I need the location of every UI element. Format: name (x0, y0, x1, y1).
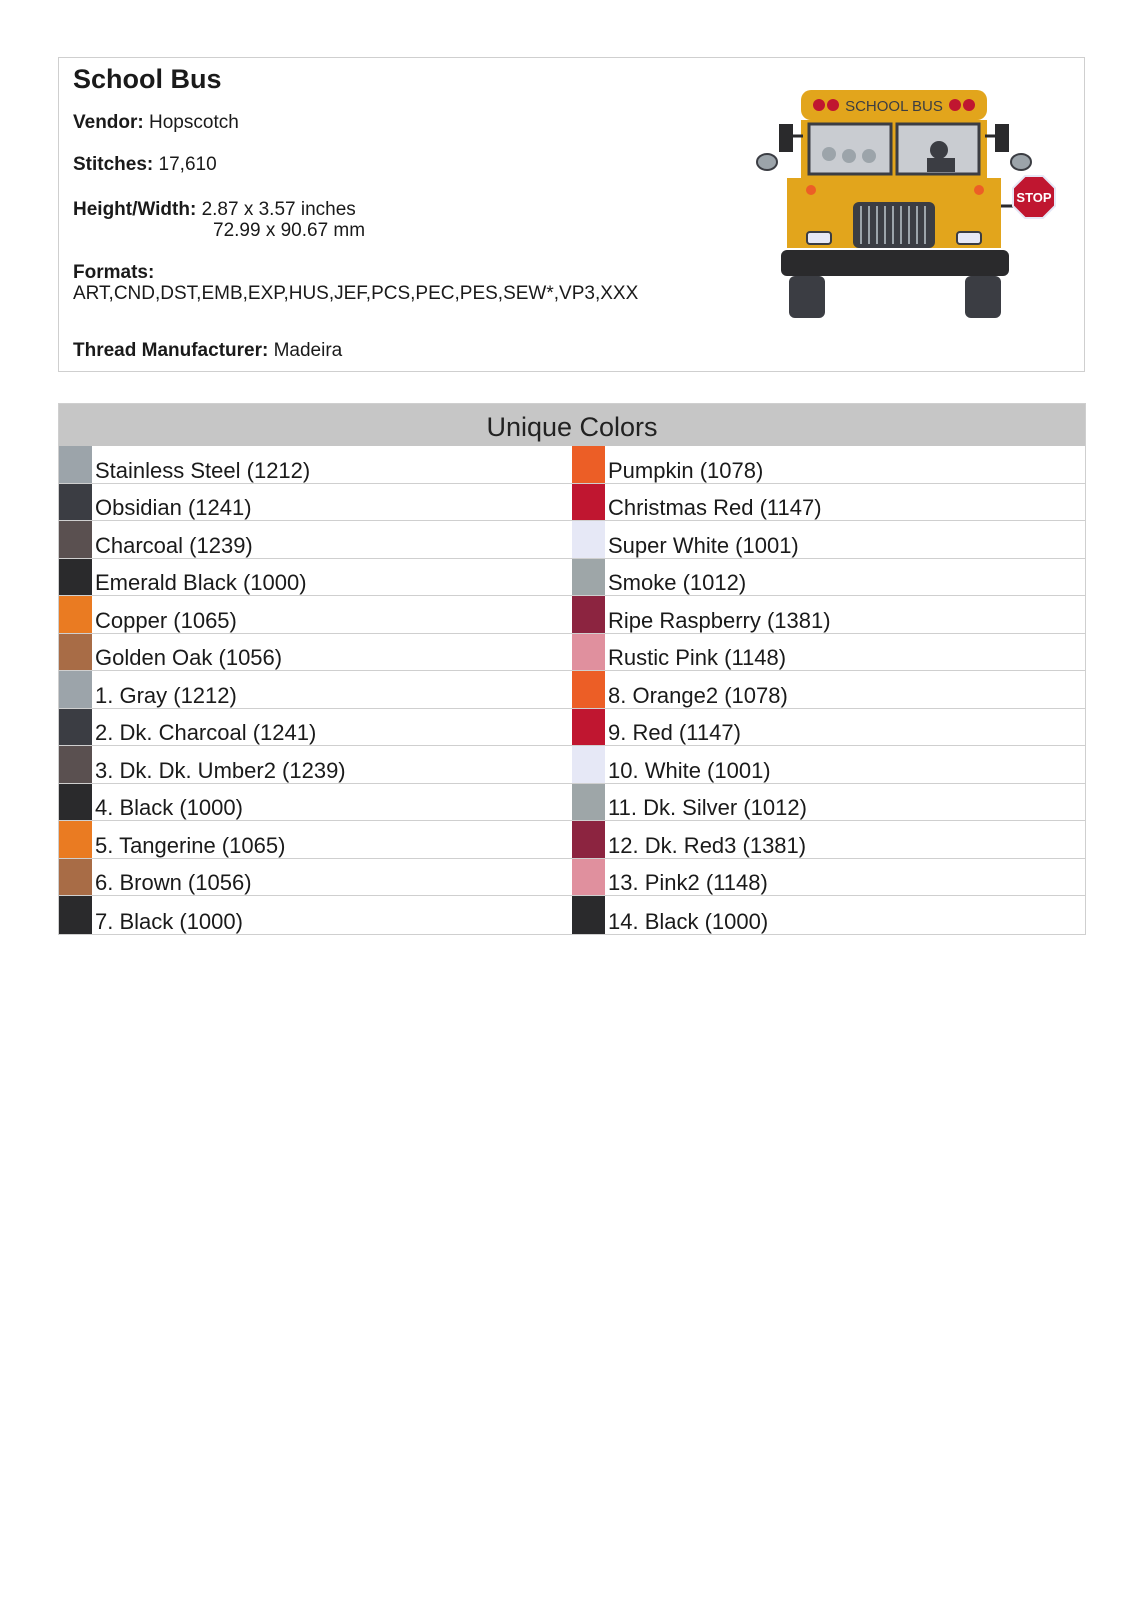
color-swatch (572, 784, 605, 821)
colors-column-right (572, 446, 1085, 934)
color-swatch (572, 634, 605, 671)
dimensions-inches: 2.87 x 3.57 inches (201, 199, 356, 220)
formats-value: ART,CND,DST,EMB,EXP,HUS,JEF,PCS,PEC,PES,SEW*,VP3,XXX (73, 283, 639, 304)
color-name: 4. Black (1000) (95, 795, 243, 820)
color-swatch (59, 446, 92, 483)
color-row (59, 634, 572, 672)
color-swatch (572, 709, 605, 746)
color-name: Emerald Black (1000) (95, 570, 307, 595)
color-swatch (59, 784, 92, 821)
color-row (572, 859, 1085, 897)
color-swatch (572, 821, 605, 858)
color-name: Ripe Raspberry (1381) (608, 607, 831, 633)
color-row (572, 521, 1085, 559)
color-name: Charcoal (1239) (95, 532, 253, 558)
color-row (572, 446, 1085, 484)
color-swatch (59, 634, 92, 671)
color-name: Rustic Pink (1148) (608, 645, 787, 670)
stop-sign-text: STOP (1016, 190, 1052, 205)
color-swatch (572, 446, 605, 483)
color-swatch (59, 671, 92, 708)
color-name: 10. White (1001) (608, 757, 771, 783)
color-name: Smoke (1012) (608, 570, 747, 595)
color-name: Copper (1065) (95, 607, 237, 633)
color-name: 6. Brown (1056) (95, 870, 252, 895)
dimensions-label: Height/Width: (73, 199, 197, 220)
school-bus-image (739, 78, 1059, 338)
color-row (59, 896, 572, 934)
color-row (572, 671, 1085, 709)
bus-sign-text: SCHOOL BUS (845, 98, 943, 115)
color-name: 9. Red (1147) (608, 720, 741, 745)
unique-colors-header: Unique Colors (59, 404, 1085, 446)
color-name: 11. Dk. Silver (1012) (608, 795, 807, 820)
color-swatch (572, 484, 605, 521)
vendor-value: Hopscotch (149, 112, 239, 133)
color-swatch (572, 596, 605, 633)
thread-field (73, 340, 342, 361)
color-row (59, 746, 572, 784)
color-row (59, 821, 572, 859)
stitches-label: Stitches: (73, 154, 154, 175)
color-row (572, 896, 1085, 934)
color-name: 1. Gray (1212) (95, 682, 237, 708)
color-swatch (59, 821, 92, 858)
color-row (59, 859, 572, 897)
color-name: Stainless Steel (1212) (95, 457, 311, 483)
color-swatch (59, 859, 92, 896)
color-row (572, 821, 1085, 859)
stitches-field (73, 154, 217, 175)
color-swatch (572, 521, 605, 558)
color-swatch (572, 896, 605, 934)
color-row (572, 634, 1085, 672)
color-swatch (59, 746, 92, 783)
design-title: School Bus (73, 64, 222, 94)
vendor-label: Vendor: (73, 112, 144, 133)
color-swatch (59, 559, 92, 596)
color-row (572, 784, 1085, 822)
color-swatch (572, 859, 605, 896)
color-row (59, 559, 572, 597)
color-row (572, 746, 1085, 784)
color-swatch (572, 746, 605, 783)
dimensions-field (73, 199, 365, 241)
design-info-panel (58, 57, 1085, 372)
color-name: Christmas Red (1147) (608, 495, 822, 520)
color-name: Obsidian (1241) (95, 495, 252, 520)
color-swatch (59, 896, 92, 934)
stitches-value: 17,610 (158, 154, 217, 175)
formats-label: Formats: (73, 262, 155, 283)
color-name: 8. Orange2 (1078) (608, 682, 788, 708)
color-row (572, 559, 1085, 597)
color-swatch (59, 484, 92, 521)
formats-field (73, 262, 683, 304)
color-name: 12. Dk. Red3 (1381) (608, 832, 807, 858)
color-swatch (572, 559, 605, 596)
color-swatch (59, 521, 92, 558)
thread-value: Madeira (273, 340, 343, 361)
color-name: 13. Pink2 (1148) (608, 870, 768, 895)
thread-label: Thread Manufacturer: (73, 340, 269, 361)
vendor-field (73, 112, 239, 133)
color-row (572, 709, 1085, 747)
unique-colors-table (58, 403, 1086, 935)
color-row (59, 709, 572, 747)
color-name: 7. Black (1000) (95, 908, 243, 934)
color-name: 2. Dk. Charcoal (1241) (95, 720, 317, 745)
color-name: Pumpkin (1078) (608, 457, 764, 483)
color-row (572, 596, 1085, 634)
color-row (572, 484, 1085, 522)
color-row (59, 446, 572, 484)
color-name: 5. Tangerine (1065) (95, 832, 286, 858)
color-swatch (59, 709, 92, 746)
color-row (59, 671, 572, 709)
color-swatch (59, 596, 92, 633)
dimensions-mm: 72.99 x 90.67 mm (213, 220, 366, 241)
color-name: Golden Oak (1056) (95, 645, 283, 670)
color-name: 14. Black (1000) (608, 908, 769, 934)
color-row (59, 484, 572, 522)
color-row (59, 596, 572, 634)
color-swatch (572, 671, 605, 708)
color-row (59, 521, 572, 559)
color-name: Super White (1001) (608, 532, 799, 558)
color-name: 3. Dk. Dk. Umber2 (1239) (95, 757, 346, 783)
colors-column-left (59, 446, 572, 934)
color-row (59, 784, 572, 822)
